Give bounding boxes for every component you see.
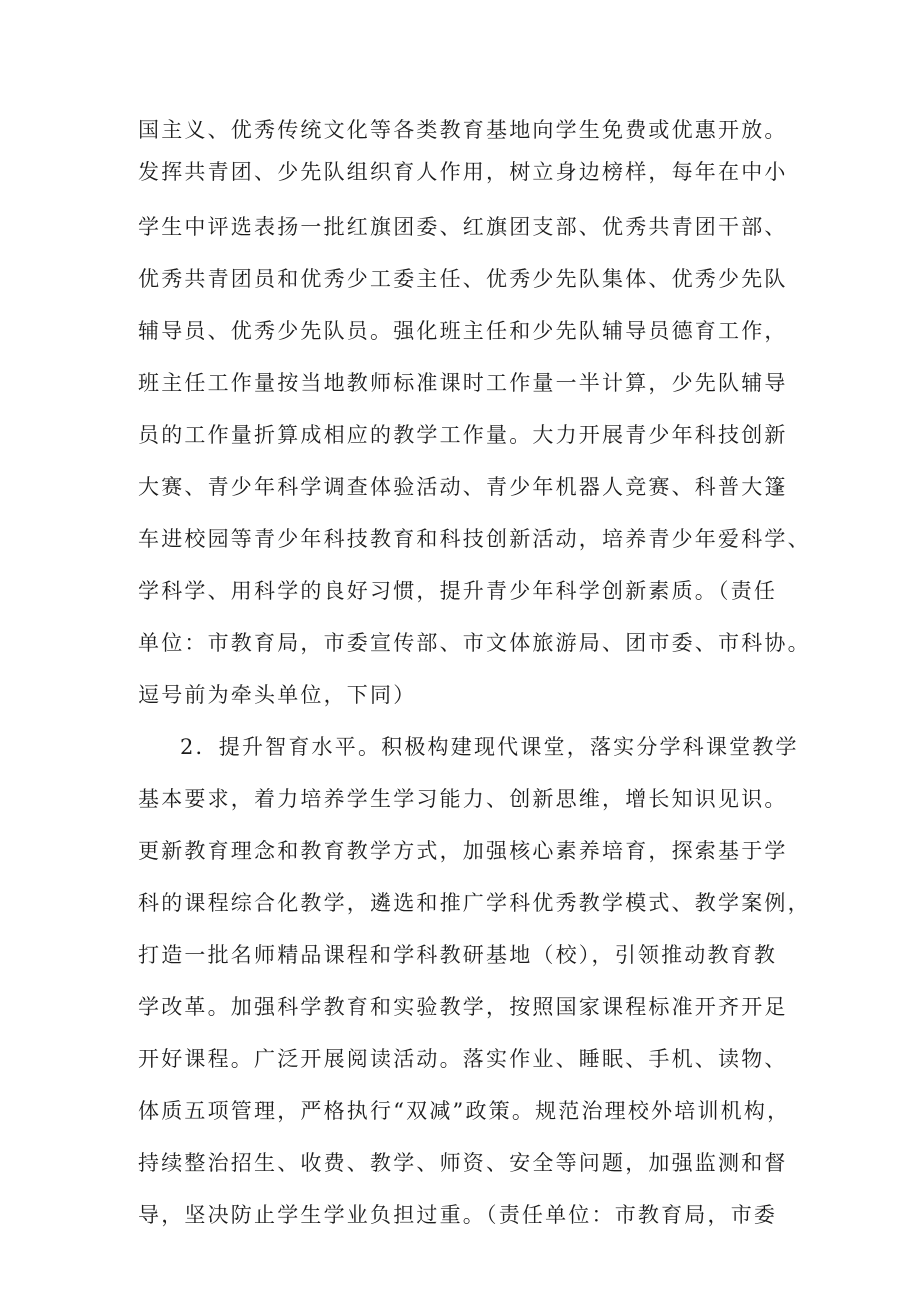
section-heading-line: 2．提升智育水平。积极构建现代课堂，落实分学科课堂教学	[180, 735, 799, 759]
text-line: 打造一批名师精品课程和学科教研基地（校），引领推动教育教	[138, 943, 778, 967]
text-line: 发挥共青团、少先队组织育人作用，树立身边榜样，每年在中小	[138, 160, 788, 184]
text-line: 更新教育理念和教育教学方式，加强核心素养培育，探索基于学	[138, 839, 788, 863]
text-line: 学生中评选表扬一批红旗团委、红旗团支部、优秀共青团干部、	[138, 215, 788, 239]
text-line: 国主义、优秀传统文化等各类教育基地向学生免费或优惠开放。	[138, 118, 788, 142]
text-line: 车进校园等青少年科技教育和科技创新活动，培养青少年爱科学、	[138, 527, 811, 551]
text-line: 科的课程综合化教学，遴选和推广学科优秀教学模式、教学案例，	[138, 891, 811, 915]
text-line: 优秀共青团员和优秀少工委主任、优秀少先队集体、优秀少先队	[138, 267, 788, 291]
text-line: 导，坚决防止学生学业负担过重。（责任单位：市教育局，市委	[138, 1203, 778, 1227]
text-line: 学科学、用科学的良好习惯，提升青少年科学创新素质。（责任	[138, 579, 778, 603]
text-line: 员的工作量折算成相应的教学工作量。大力开展青少年科技创新	[138, 423, 788, 447]
text-line: 开好课程。广泛开展阅读活动。落实作业、睡眠、手机、读物、	[138, 1047, 788, 1071]
text-line: 辅导员、优秀少先队员。强化班主任和少先队辅导员德育工作，	[138, 319, 788, 343]
text-line: 班主任工作量按当地教师标准课时工作量一半计算，少先队辅导	[138, 371, 788, 395]
text-line: 大赛、青少年科学调查体验活动、青少年机器人竞赛、科普大篷	[138, 475, 788, 499]
text-line: 单位：市教育局，市委宣传部、市文体旅游局、团市委、市科协。	[138, 631, 811, 655]
text-line: 持续整治招生、收费、教学、师资、安全等问题，加强监测和督	[138, 1151, 788, 1175]
text-line: 体质五项管理，严格执行“双减”政策。规范治理校外培训机构，	[138, 1099, 791, 1123]
text-line: 逗号前为牵头单位，下同）	[138, 683, 417, 707]
text-line: 学改革。加强科学教育和实验教学，按照国家课程标准开齐开足	[138, 995, 788, 1019]
text-line: 基本要求，着力培养学生学习能力、创新思维，增长知识见识。	[138, 787, 788, 811]
